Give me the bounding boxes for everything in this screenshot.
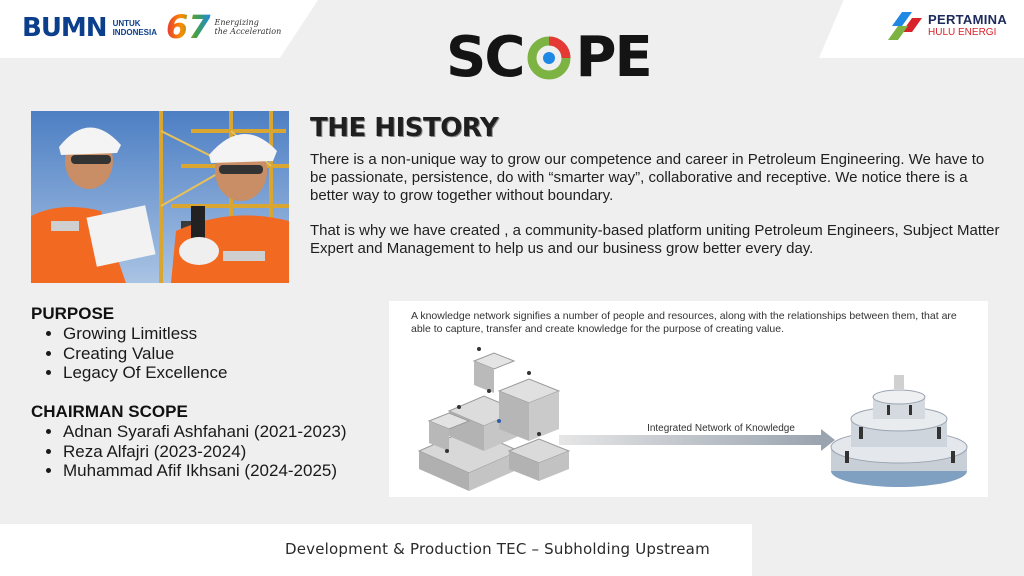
footer-text: Development & Production TEC – Subholding Upstream: [285, 540, 710, 558]
chairman-section: [31, 402, 391, 481]
engineers-photo: [31, 111, 289, 283]
chairman-item: • Muhammad Afif Ikhsani (2024-2025): [63, 461, 391, 481]
purpose-item: • Creating Value: [63, 344, 371, 364]
knowledge-network-diagram: [389, 301, 988, 497]
purpose-item: • Legacy Of Excellence: [63, 363, 371, 383]
anniversary-number: 67: [166, 8, 211, 46]
scope-ring-icon: [525, 34, 573, 82]
chairman-title: CHAIRMAN SCOPE: [31, 402, 188, 421]
purpose-section: [31, 304, 371, 383]
purpose-title: PURPOSE: [31, 304, 115, 323]
pertamina-name: PERTAMINA: [928, 12, 1008, 27]
history-title: THE HISTORY: [310, 113, 499, 143]
history-paragraph-1: There is a non-unique way to grow our competence and career in Petroleum Engineering. We have to be passionate, persistence, do with “smarter way”, collaborative and receptive. We notice there is a better way to grow together without boundary.: [310, 151, 985, 204]
chairman-item: • Adnan Syarafi Ashfahani (2021-2023): [63, 422, 391, 442]
diagram-caption: A knowledge network signifies a number of people and resources, along with the relationships between them, that are able to capture, transfer and create knowledge for the purpose of creating value.: [411, 310, 957, 335]
anniversary-tagline: Energizing the Acceleration: [214, 18, 282, 36]
pertamina-logo: [888, 12, 1007, 40]
diagram-arrow-label: Integrated Network of Knowledge: [647, 423, 795, 434]
anniversary-logo: [166, 10, 281, 44]
scope-logo-left: SC: [446, 25, 524, 90]
purpose-item: • Growing Limitless: [63, 324, 371, 344]
bumn-logo-mark: BUMN: [22, 13, 107, 43]
bumn-logo-sub: UNTUK INDONESIA: [112, 19, 158, 37]
history-body: [310, 151, 1000, 275]
history-paragraph-2: That is why we have created , a community-based platform uniting Petroleum Engineers, Subject Matter Expert and Management to help us and our business grow better every day.: [310, 222, 1000, 257]
scope-logo: [446, 25, 651, 90]
scope-logo-right: PE: [575, 25, 651, 90]
pertamina-sub: HULU ENERGI: [928, 27, 997, 38]
chairman-item: • Reza Alfajri (2023-2024): [63, 442, 391, 462]
pertamina-icon: [888, 12, 922, 40]
bumn-logo: [22, 13, 157, 43]
